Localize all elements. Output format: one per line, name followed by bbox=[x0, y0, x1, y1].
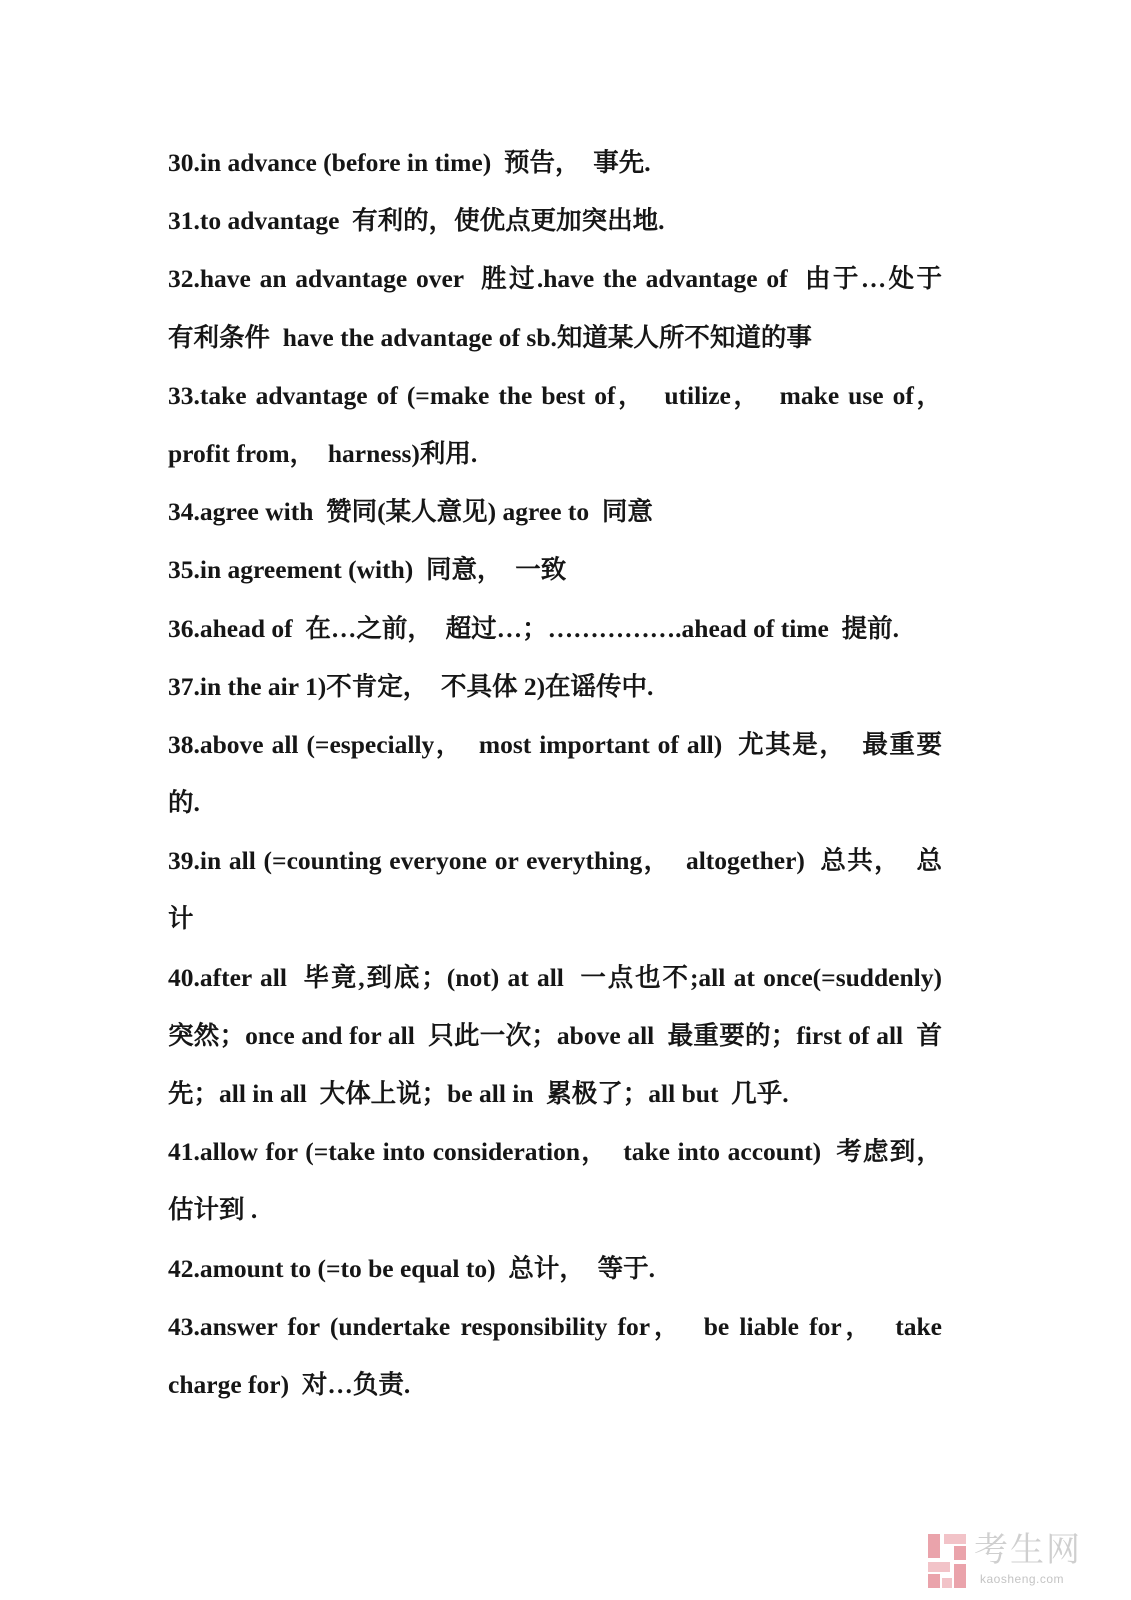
entry-line: 36.ahead of 在…之前， 超过…；…………….ahead of time 提前. bbox=[168, 613, 899, 643]
entry bbox=[168, 483, 942, 541]
entry bbox=[168, 192, 942, 250]
watermark-logo bbox=[926, 1530, 1091, 1592]
entry-line: 35.in agreement (with) 同意， 一致 bbox=[168, 555, 567, 585]
entry-line: 42.amount to (=to be equal to) 总计， 等于. bbox=[168, 1253, 655, 1283]
entry bbox=[168, 716, 942, 832]
entry bbox=[168, 250, 942, 366]
entry bbox=[168, 1240, 942, 1298]
entry bbox=[168, 949, 942, 1124]
entry bbox=[168, 658, 942, 716]
entry-line: 41.allow for (=take into consideration， take into account) 考虑到， bbox=[168, 1137, 942, 1167]
kaosheng-logo-icon bbox=[926, 1532, 968, 1590]
entry-line: 计 bbox=[168, 904, 194, 934]
phrase-list bbox=[168, 134, 942, 1414]
entry-line: 40.after all 毕竟,到底；(not) at all 一点也不;all at once(=suddenly) bbox=[168, 962, 942, 992]
entry-line: 突然；once and for all 只此一次；above all 最重要的；first of all 首 bbox=[168, 1020, 942, 1050]
entry-line: 34.agree with 赞同(某人意见) agree to 同意 bbox=[168, 497, 653, 527]
entry bbox=[168, 367, 942, 483]
watermark-domain: kaosheng.com bbox=[980, 1572, 1065, 1586]
entry-line: 38.above all (=especially， most important of all) 尤其是， 最重要 bbox=[168, 729, 942, 759]
entry-line: 有利条件 have the advantage of sb.知道某人所不知道的事 bbox=[168, 322, 812, 352]
entry bbox=[168, 134, 942, 192]
entry-line: 39.in all (=counting everyone or everything， altogether) 总共， 总 bbox=[168, 846, 942, 876]
entry bbox=[168, 832, 942, 948]
entry bbox=[168, 600, 942, 658]
entry bbox=[168, 541, 942, 599]
entry bbox=[168, 1123, 942, 1239]
entry-line: 32.have an advantage over 胜过.have the advantage of 由于…处于 bbox=[168, 264, 942, 294]
watermark-title: 考生网 bbox=[974, 1530, 1082, 1570]
entry-line: 先；all in all 大体上说；be all in 累极了；all but 几乎. bbox=[168, 1079, 789, 1108]
entry-line: 30.in advance (before in time) 预告， 事先. bbox=[168, 148, 651, 177]
entry-line: profit from， harness)利用. bbox=[168, 438, 478, 468]
entry-line: 的. bbox=[168, 788, 200, 818]
entry-line: 33.take advantage of (=make the best of， utilize， make use of， bbox=[168, 380, 942, 410]
entry-line: 31.to advantage 有利的，使优点更加突出地. bbox=[168, 206, 665, 236]
entry-line: 37.in the air 1)不肯定， 不具体 2)在谣传中. bbox=[168, 671, 654, 701]
entry-line: 43.answer for (undertake responsibility for， be liable for， take bbox=[168, 1311, 942, 1341]
entry bbox=[168, 1298, 942, 1414]
entry-line: charge for) 对…负责. bbox=[168, 1369, 411, 1399]
entry-line: 估计到 . bbox=[168, 1195, 258, 1225]
